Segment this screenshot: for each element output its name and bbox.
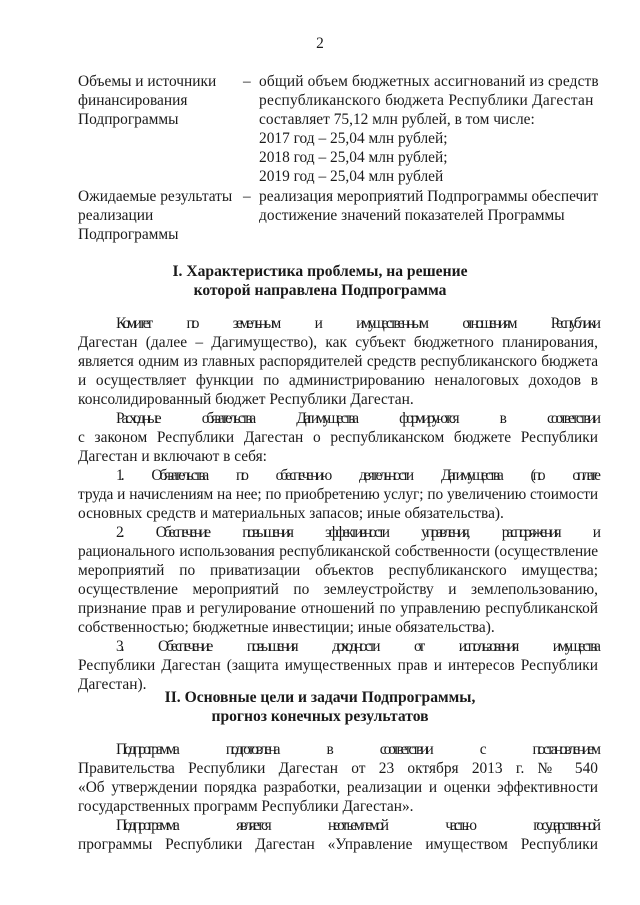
passport-label-line: Ожидаемые результаты — [78, 188, 233, 205]
section-heading-line: прогноз конечных результатов — [211, 708, 429, 725]
passport-label-line: Подпрограммы — [78, 226, 179, 243]
passport-label — [78, 187, 243, 244]
paragraph-line: признание прав и регулирование отношений по управлению республиканской — [78, 600, 598, 617]
paragraph — [78, 466, 598, 523]
paragraph-line: 1. Обязательства по обеспечению деятельности Дагимущества (по оплате — [116, 467, 598, 484]
paragraph-line: Подпрограмма подготовлена в соответствии с постановлением — [116, 741, 598, 758]
paragraph-line: является одним из главных распорядителей средств республиканского бюджета — [78, 353, 598, 370]
paragraph — [78, 740, 598, 816]
passport-value-line: 2018 год – 25,04 млн рублей; — [259, 149, 448, 166]
paragraph-line: Правительства Республики Дагестан от 23 октября 2013 г. № 540 — [78, 760, 598, 777]
paragraph-line: осуществление мероприятий по землеустройству и землепользованию, — [78, 581, 598, 598]
paragraph-line: Расходные обязательства Дагимущества формируются в соответствии — [116, 410, 598, 427]
paragraph-line: и осуществляет функции по администрированию неналоговых доходов в — [78, 372, 598, 389]
paragraph-line: собственностью; бюджетные инвестиции; иные обязательства). — [78, 619, 495, 636]
section-heading-line: I. Характеристика проблемы, на решение — [172, 263, 468, 280]
section-heading-line: II. Основные цели и задачи Подпрограммы, — [164, 689, 476, 706]
passport-value-line: составляет 75,12 млн рублей, в том числе: — [259, 111, 535, 128]
passport-label-line: финансирования — [78, 92, 188, 109]
paragraph-line: 3. Обеспечение повышения доходности от использования имущества — [116, 638, 598, 655]
passport-value-line: достижение значений показателей Программы — [259, 207, 565, 224]
passport-value-line: 2019 год – 25,04 млн рублей — [259, 168, 444, 185]
paragraph — [78, 409, 598, 466]
passport-value-line: 2017 год – 25,04 млн рублей; — [259, 130, 448, 147]
paragraph-line: Республики Дагестан (защита имущественных прав и интересов Республики — [78, 657, 598, 674]
paragraph-line: рационального использования республиканской собственности (осуществление — [78, 543, 598, 560]
passport-row-expected-results — [78, 187, 608, 244]
passport-value — [259, 187, 608, 244]
section-1-body — [78, 314, 598, 694]
paragraph-line: труда и начислениям на нее; по приобретению услуг; по увеличению стоимости — [78, 486, 598, 503]
section-1-heading — [0, 262, 640, 300]
paragraph — [78, 816, 598, 854]
paragraph-line: программы Республики Дагестан «Управление имуществом Республики — [78, 836, 598, 853]
paragraph-line: с законом Республики Дагестан о республиканском бюджете Республики — [78, 429, 598, 446]
page-number: 2 — [316, 35, 324, 52]
paragraph-line: Дагестан (далее – Дагимущество), как субъект бюджетного планирования, — [78, 334, 598, 351]
paragraph-line: основных средств и материальных запасов; иные обязательства). — [78, 505, 504, 522]
section-2-heading — [0, 688, 640, 726]
passport-label-line: Объемы и источники — [78, 73, 217, 90]
paragraph — [78, 314, 598, 409]
paragraph — [78, 637, 598, 694]
passport-value-line: реализация мероприятий Подпрограммы обеспечит — [259, 188, 599, 205]
passport-dash: – — [243, 73, 251, 90]
paragraph-line: «Об утверждении порядка разработки, реализации и оценки эффективности — [78, 779, 598, 796]
passport-label-line: Подпрограммы — [78, 111, 179, 128]
passport-value-line: республиканского бюджета Республики Дагестан — [259, 92, 594, 109]
paragraph-line: мероприятий по приватизации объектов республиканского имущества; — [78, 562, 598, 579]
section-heading-line: которой направлена Подпрограмма — [193, 282, 447, 299]
paragraph-line: Комитет по земельным и имущественным отношениям Республики — [116, 315, 598, 332]
paragraph-line: консолидированный бюджет Республики Дагестан. — [78, 391, 414, 408]
paragraph-line: Дагестан и включают в себя: — [78, 448, 267, 465]
paragraph-line: 2. Обеспечение повышения эффективности управления, распоряжения и — [116, 524, 598, 541]
passport-dash: – — [243, 188, 251, 205]
passport-value-line: общий объем бюджетных ассигнований из средств — [259, 73, 599, 90]
passport-label-line: реализации — [78, 207, 154, 224]
paragraph-line: государственных программ Республики Дагестан». — [78, 798, 414, 815]
passport-row-funding — [78, 72, 608, 186]
passport-value — [259, 72, 608, 186]
paragraph-line: Подпрограмма является неотъемлемой частью государственной — [116, 817, 598, 834]
paragraph — [78, 523, 598, 637]
passport-label — [78, 72, 243, 186]
paragraph-line: Дагестан). — [78, 676, 147, 693]
section-2-body — [78, 740, 598, 854]
